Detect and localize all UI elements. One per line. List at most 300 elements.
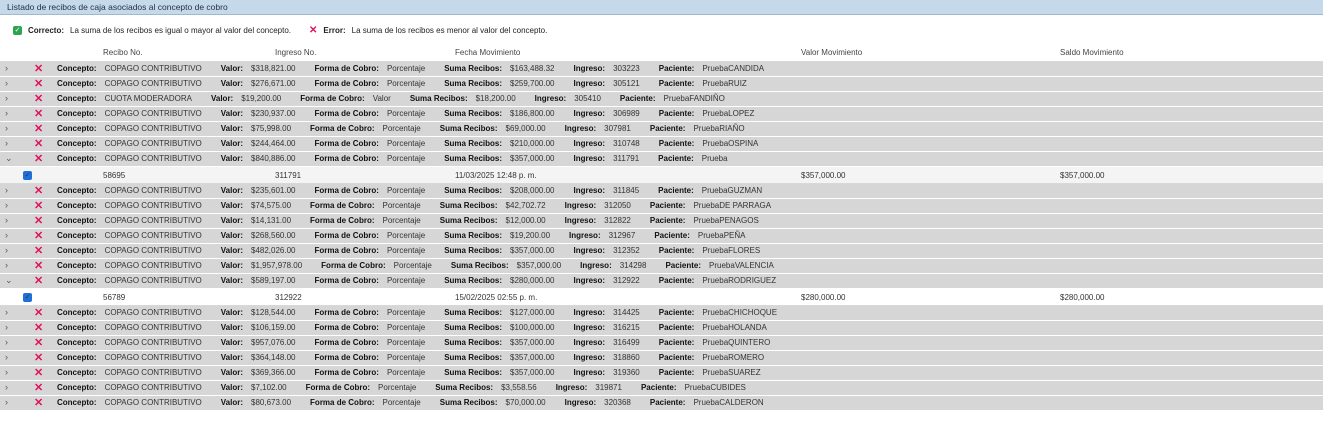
suma-recibos-value: $70,000.00 bbox=[505, 398, 546, 407]
valor-value: $482,026.00 bbox=[251, 246, 296, 255]
valor-value: $19,200.00 bbox=[241, 94, 282, 103]
row-content bbox=[57, 201, 790, 210]
concepto-label: Concepto: bbox=[57, 338, 97, 347]
recibo-no: 58695 bbox=[103, 171, 126, 180]
ingreso-value: 305121 bbox=[613, 79, 640, 88]
suma-recibos-label: Suma Recibos: bbox=[444, 246, 502, 255]
legend-err-label: Error: bbox=[323, 25, 346, 35]
forma-cobro-label: Forma de Cobro: bbox=[314, 246, 379, 255]
valor-value: $840,886.00 bbox=[251, 154, 296, 163]
concepto-value: COPAGO CONTRIBUTIVO bbox=[104, 79, 202, 88]
paciente-label: Paciente: bbox=[658, 79, 695, 88]
paciente-label: Paciente: bbox=[649, 398, 686, 407]
suma-recibos-label: Suma Recibos: bbox=[450, 261, 509, 270]
valor-label: Valor: bbox=[220, 261, 243, 270]
chevron-down-icon[interactable]: ⌄ bbox=[5, 275, 13, 285]
paciente-label: Paciente: bbox=[640, 383, 677, 392]
chevron-right-icon[interactable]: › bbox=[5, 260, 8, 270]
concepto-value: COPAGO CONTRIBUTIVO bbox=[104, 109, 202, 118]
suma-recibos-label: Suma Recibos: bbox=[444, 308, 502, 317]
forma-cobro-label: Forma de Cobro: bbox=[310, 398, 375, 407]
error-icon: ✕ bbox=[34, 245, 44, 257]
table-row[interactable] bbox=[0, 351, 1323, 366]
table-row[interactable] bbox=[0, 92, 1323, 107]
paciente-value: PruebaFANDIÑO bbox=[663, 94, 725, 103]
chevron-right-icon[interactable]: › bbox=[5, 215, 8, 225]
valor-label: Valor: bbox=[220, 276, 243, 285]
paciente-value: PruebaQUINTERO bbox=[702, 338, 771, 347]
table-row[interactable] bbox=[0, 122, 1323, 137]
ingreso-value: 312967 bbox=[608, 231, 636, 240]
error-icon: ✕ bbox=[34, 322, 44, 334]
forma-cobro-label: Forma de Cobro: bbox=[314, 231, 379, 240]
valor-label: Valor: bbox=[220, 216, 243, 225]
suma-recibos-label: Suma Recibos: bbox=[444, 64, 502, 73]
ingreso-value: 305410 bbox=[574, 94, 601, 103]
paciente-value: PruebaCALDERON bbox=[693, 398, 764, 407]
table-row[interactable] bbox=[0, 321, 1323, 336]
table-row[interactable] bbox=[0, 152, 1323, 167]
valor-label: Valor: bbox=[220, 201, 243, 210]
legend bbox=[0, 15, 1323, 45]
valor-value: $74,575.00 bbox=[251, 201, 292, 210]
error-icon: ✕ bbox=[34, 138, 44, 150]
check-icon: ✓ bbox=[14, 26, 21, 34]
valor-value: $106,159.00 bbox=[251, 323, 296, 332]
valor-value: $318,821.00 bbox=[251, 64, 296, 73]
error-icon: ✕ bbox=[34, 275, 44, 287]
ingreso-value: 312822 bbox=[604, 216, 631, 225]
chevron-right-icon[interactable]: › bbox=[5, 337, 8, 347]
paciente-value: PruebaPEÑA bbox=[697, 231, 746, 240]
ingreso-label: Ingreso: bbox=[573, 308, 606, 317]
suma-recibos-value: $259,700.00 bbox=[510, 79, 555, 88]
paciente-label: Paciente: bbox=[658, 109, 695, 118]
fecha-movimiento: 15/02/2025 02:55 p. m. bbox=[455, 293, 538, 302]
suma-recibos-label: Suma Recibos: bbox=[444, 353, 502, 362]
paciente-value: PruebaRUIZ bbox=[702, 79, 747, 88]
concepto-label: Concepto: bbox=[57, 186, 97, 195]
forma-cobro-value: Porcentaje bbox=[386, 368, 426, 377]
legend-err-text: La suma de los recibos es menor al valor del concepto. bbox=[351, 25, 548, 35]
forma-cobro-value: Porcentaje bbox=[386, 353, 426, 362]
paciente-value: PruebaPENAGOS bbox=[693, 216, 759, 225]
chevron-down-icon[interactable]: ⌄ bbox=[5, 153, 13, 163]
error-icon: ✕ bbox=[34, 337, 44, 349]
valor-value: $244,464.00 bbox=[251, 139, 296, 148]
suma-recibos-label: Suma Recibos: bbox=[444, 79, 502, 88]
ingreso-value: 306989 bbox=[613, 109, 640, 118]
forma-cobro-value: Porcentaje bbox=[386, 231, 426, 240]
chevron-right-icon[interactable]: › bbox=[5, 382, 8, 392]
valor-value: $268,560.00 bbox=[251, 231, 296, 240]
valor-label: Valor: bbox=[220, 246, 243, 255]
error-icon: ✕ bbox=[34, 78, 44, 90]
paciente-label: Paciente: bbox=[658, 276, 695, 285]
concepto-label: Concepto: bbox=[57, 261, 97, 270]
valor-label: Valor: bbox=[220, 231, 243, 240]
forma-cobro-value: Porcentaje bbox=[386, 109, 426, 118]
concepto-label: Concepto: bbox=[57, 276, 97, 285]
suma-recibos-value: $357,000.00 bbox=[510, 338, 555, 347]
error-icon: ✕ bbox=[34, 93, 44, 105]
ingreso-value: 316215 bbox=[613, 323, 640, 332]
concepto-label: Concepto: bbox=[57, 139, 97, 148]
chevron-right-icon[interactable]: › bbox=[5, 397, 8, 407]
chevron-right-icon[interactable]: › bbox=[5, 138, 8, 148]
valor-value: $75,998.00 bbox=[251, 124, 292, 133]
concepto-value: COPAGO CONTRIBUTIVO bbox=[104, 216, 202, 225]
concepto-value: CUOTA MODERADORA bbox=[104, 94, 192, 103]
concepto-label: Concepto: bbox=[57, 323, 97, 332]
forma-cobro-label: Forma de Cobro: bbox=[321, 261, 386, 270]
ingreso-value: 314298 bbox=[619, 261, 647, 270]
ingreso-value: 312050 bbox=[604, 201, 631, 210]
ingreso-label: Ingreso: bbox=[573, 154, 606, 163]
paciente-value: PruebaCUBIDES bbox=[684, 383, 746, 392]
checkbox-checked-icon[interactable]: ✓ bbox=[24, 294, 31, 301]
recibo-no: 56789 bbox=[103, 293, 126, 302]
suma-recibos-label: Suma Recibos: bbox=[444, 231, 502, 240]
ingreso-label: Ingreso: bbox=[573, 368, 606, 377]
concepto-value: COPAGO CONTRIBUTIVO bbox=[104, 154, 202, 163]
concepto-value: COPAGO CONTRIBUTIVO bbox=[104, 398, 202, 407]
valor-label: Valor: bbox=[220, 338, 243, 347]
fecha-movimiento: 11/03/2025 12:48 p. m. bbox=[455, 171, 537, 180]
suma-recibos-value: $127,000.00 bbox=[510, 308, 555, 317]
concepto-label: Concepto: bbox=[57, 398, 97, 407]
row-content bbox=[57, 368, 780, 377]
forma-cobro-label: Forma de Cobro: bbox=[314, 338, 379, 347]
row-content bbox=[57, 109, 773, 118]
forma-cobro-label: Forma de Cobro: bbox=[310, 201, 375, 210]
ingreso-label: Ingreso: bbox=[564, 398, 597, 407]
forma-cobro-label: Forma de Cobro: bbox=[314, 276, 379, 285]
row-content bbox=[57, 124, 764, 133]
ingreso-label: Ingreso: bbox=[573, 139, 606, 148]
paciente-value: PruebaOSPINA bbox=[702, 139, 759, 148]
paciente-label: Paciente: bbox=[665, 261, 702, 270]
ingreso-value: 312922 bbox=[613, 276, 640, 285]
saldo-movimiento: $280,000.00 bbox=[1060, 293, 1105, 302]
checkbox-checked-icon[interactable]: ✓ bbox=[24, 172, 31, 179]
concepto-value: COPAGO CONTRIBUTIVO bbox=[104, 201, 202, 210]
valor-label: Valor: bbox=[220, 79, 243, 88]
concepto-label: Concepto: bbox=[57, 383, 97, 392]
chevron-right-icon[interactable]: › bbox=[5, 352, 8, 362]
suma-recibos-value: $357,000.00 bbox=[516, 261, 562, 270]
chevron-right-icon[interactable]: › bbox=[5, 230, 8, 240]
valor-label: Valor: bbox=[220, 323, 243, 332]
table-row[interactable] bbox=[0, 137, 1323, 152]
chevron-right-icon[interactable]: › bbox=[5, 63, 8, 73]
suma-recibos-label: Suma Recibos: bbox=[444, 368, 502, 377]
table-row[interactable] bbox=[0, 199, 1323, 214]
ingreso-value: 320368 bbox=[604, 398, 631, 407]
error-icon: ✕ bbox=[34, 352, 44, 364]
concepto-value: COPAGO CONTRIBUTIVO bbox=[104, 353, 202, 362]
suma-recibos-value: $100,000.00 bbox=[510, 323, 555, 332]
row-content bbox=[57, 353, 783, 362]
ingreso-value: 310748 bbox=[613, 139, 640, 148]
suma-recibos-value: $210,000.00 bbox=[510, 139, 555, 148]
suma-recibos-value: $208,000.00 bbox=[510, 186, 555, 195]
valor-label: Valor: bbox=[220, 368, 243, 377]
forma-cobro-value: Valor bbox=[372, 94, 391, 103]
forma-cobro-label: Forma de Cobro: bbox=[314, 308, 379, 317]
row-content bbox=[57, 79, 766, 88]
suma-recibos-value: $357,000.00 bbox=[510, 154, 555, 163]
ingreso-value: 312352 bbox=[613, 246, 640, 255]
chevron-right-icon[interactable]: › bbox=[5, 108, 8, 118]
table-row[interactable] bbox=[0, 244, 1323, 259]
suma-recibos-value: $186,800.00 bbox=[510, 109, 555, 118]
legend-ok-label: Correcto: bbox=[28, 25, 65, 35]
suma-recibos-value: $12,000.00 bbox=[505, 216, 546, 225]
legend-ok-text: La suma de los recibos es igual o mayor al valor del concepto. bbox=[70, 25, 292, 35]
paciente-label: Paciente: bbox=[649, 201, 686, 210]
suma-recibos-value: $357,000.00 bbox=[510, 368, 555, 377]
row-content bbox=[57, 139, 777, 148]
row-content bbox=[57, 398, 783, 407]
error-icon: ✕ bbox=[34, 200, 44, 212]
paciente-value: PruebaSUAREZ bbox=[702, 368, 761, 377]
paciente-value: PruebaROMERO bbox=[702, 353, 765, 362]
chevron-right-icon[interactable]: › bbox=[5, 123, 8, 133]
forma-cobro-value: Porcentaje bbox=[393, 261, 432, 270]
forma-cobro-label: Forma de Cobro: bbox=[314, 323, 379, 332]
concepto-label: Concepto: bbox=[57, 79, 97, 88]
forma-cobro-value: Porcentaje bbox=[386, 323, 426, 332]
suma-recibos-label: Suma Recibos: bbox=[444, 338, 502, 347]
chevron-right-icon[interactable]: › bbox=[5, 307, 8, 317]
suma-recibos-label: Suma Recibos: bbox=[444, 139, 502, 148]
error-icon: ✕ bbox=[34, 215, 44, 227]
chevron-right-icon[interactable]: › bbox=[5, 93, 8, 103]
ingreso-label: Ingreso: bbox=[573, 64, 606, 73]
suma-recibos-label: Suma Recibos: bbox=[444, 154, 502, 163]
error-icon: ✕ bbox=[34, 153, 44, 165]
paciente-value: PruebaDE PARRAGA bbox=[693, 201, 772, 210]
row-content bbox=[57, 64, 783, 73]
concepto-label: Concepto: bbox=[57, 94, 97, 103]
ingreso-value: 319360 bbox=[613, 368, 640, 377]
error-icon: ✕ bbox=[34, 123, 44, 135]
col-saldo[interactable]: Saldo Movimiento bbox=[1060, 48, 1124, 57]
row-content bbox=[57, 308, 796, 317]
valor-label: Valor: bbox=[220, 124, 243, 133]
ingreso-value: 311791 bbox=[613, 154, 640, 163]
suma-recibos-label: Suma Recibos: bbox=[409, 94, 468, 103]
suma-recibos-label: Suma Recibos: bbox=[439, 216, 498, 225]
receipt-row[interactable] bbox=[0, 289, 1323, 306]
valor-value: $369,366.00 bbox=[251, 368, 296, 377]
table-row[interactable] bbox=[0, 259, 1323, 274]
suma-recibos-value: $19,200.00 bbox=[510, 231, 551, 240]
concepto-value: COPAGO CONTRIBUTIVO bbox=[104, 276, 202, 285]
chevron-right-icon[interactable]: › bbox=[5, 78, 8, 88]
forma-cobro-value: Porcentaje bbox=[386, 338, 426, 347]
concepto-value: COPAGO CONTRIBUTIVO bbox=[104, 261, 202, 270]
concepto-label: Concepto: bbox=[57, 154, 97, 163]
table-row[interactable] bbox=[0, 306, 1323, 321]
forma-cobro-value: Porcentaje bbox=[386, 186, 426, 195]
forma-cobro-label: Forma de Cobro: bbox=[314, 109, 379, 118]
error-icon: ✕ bbox=[309, 24, 318, 36]
concepto-value: COPAGO CONTRIBUTIVO bbox=[104, 124, 202, 133]
concepto-label: Concepto: bbox=[57, 201, 97, 210]
table-row[interactable] bbox=[0, 396, 1323, 411]
valor-movimiento: $280,000.00 bbox=[801, 293, 846, 302]
valor-value: $14,131.00 bbox=[251, 216, 292, 225]
valor-movimiento: $357,000.00 bbox=[801, 171, 846, 180]
concepto-label: Concepto: bbox=[57, 124, 97, 133]
table-row[interactable] bbox=[0, 77, 1323, 92]
concepto-value: COPAGO CONTRIBUTIVO bbox=[104, 368, 202, 377]
concepto-value: COPAGO CONTRIBUTIVO bbox=[104, 64, 202, 73]
concepto-value: COPAGO CONTRIBUTIVO bbox=[104, 323, 202, 332]
suma-recibos-label: Suma Recibos: bbox=[444, 276, 502, 285]
error-icon: ✕ bbox=[34, 397, 44, 409]
valor-label: Valor: bbox=[210, 94, 234, 103]
col-fecha[interactable]: Fecha Movimiento bbox=[455, 48, 521, 57]
forma-cobro-label: Forma de Cobro: bbox=[314, 368, 379, 377]
concepto-value: COPAGO CONTRIBUTIVO bbox=[104, 231, 202, 240]
table-row[interactable] bbox=[0, 366, 1323, 381]
ingreso-no: 311791 bbox=[275, 171, 302, 180]
paciente-label: Paciente: bbox=[654, 231, 690, 240]
valor-value: $80,673.00 bbox=[251, 398, 292, 407]
forma-cobro-value: Porcentaje bbox=[386, 64, 426, 73]
table-row[interactable] bbox=[0, 229, 1323, 244]
concepto-label: Concepto: bbox=[57, 368, 97, 377]
chevron-right-icon[interactable]: › bbox=[5, 322, 8, 332]
paciente-label: Paciente: bbox=[658, 308, 695, 317]
row-content bbox=[57, 216, 778, 225]
paciente-label: Paciente: bbox=[658, 323, 695, 332]
col-ingreso[interactable]: Ingreso No. bbox=[275, 48, 317, 57]
row-content bbox=[57, 338, 789, 347]
ingreso-value: 314425 bbox=[613, 308, 640, 317]
valor-value: $235,601.00 bbox=[251, 186, 296, 195]
valor-label: Valor: bbox=[220, 383, 243, 392]
paciente-label: Paciente: bbox=[658, 353, 695, 362]
suma-recibos-label: Suma Recibos: bbox=[435, 383, 494, 392]
paciente-value: PruebaCANDIDA bbox=[702, 64, 765, 73]
paciente-label: Paciente: bbox=[658, 338, 695, 347]
table-row[interactable] bbox=[0, 214, 1323, 229]
valor-value: $128,544.00 bbox=[251, 308, 296, 317]
concepto-label: Concepto: bbox=[57, 246, 97, 255]
ingreso-value: 311845 bbox=[613, 186, 640, 195]
table-row[interactable] bbox=[0, 62, 1323, 77]
concepto-label: Concepto: bbox=[57, 216, 97, 225]
suma-recibos-value: $280,000.00 bbox=[510, 276, 555, 285]
suma-recibos-label: Suma Recibos: bbox=[439, 124, 498, 133]
row-content bbox=[57, 383, 765, 392]
forma-cobro-label: Forma de Cobro: bbox=[300, 94, 365, 103]
row-content bbox=[57, 276, 795, 285]
suma-recibos-value: $357,000.00 bbox=[510, 246, 555, 255]
error-icon: ✕ bbox=[34, 185, 44, 197]
paciente-value: PruebaLOPEZ bbox=[702, 109, 755, 118]
valor-label: Valor: bbox=[220, 64, 243, 73]
chevron-right-icon[interactable]: › bbox=[5, 185, 8, 195]
table-row[interactable] bbox=[0, 107, 1323, 122]
forma-cobro-label: Forma de Cobro: bbox=[305, 383, 371, 392]
col-valor[interactable]: Valor Movimiento bbox=[801, 48, 863, 57]
concepto-value: COPAGO CONTRIBUTIVO bbox=[104, 338, 202, 347]
ingreso-value: 318860 bbox=[613, 353, 640, 362]
paciente-label: Paciente: bbox=[658, 186, 694, 195]
concepto-label: Concepto: bbox=[57, 64, 97, 73]
forma-cobro-value: Porcentaje bbox=[382, 201, 421, 210]
table-row[interactable] bbox=[0, 184, 1323, 199]
col-recibo[interactable]: Recibo No. bbox=[103, 48, 143, 57]
suma-recibos-value: $42,702.72 bbox=[505, 201, 546, 210]
table-row[interactable] bbox=[0, 336, 1323, 351]
table-header bbox=[0, 45, 1323, 62]
chevron-right-icon[interactable]: › bbox=[5, 367, 8, 377]
table-body bbox=[0, 62, 1323, 411]
concepto-value: COPAGO CONTRIBUTIVO bbox=[104, 139, 202, 148]
valor-value: $589,197.00 bbox=[251, 276, 296, 285]
receipt-row[interactable] bbox=[0, 167, 1323, 184]
suma-recibos-label: Suma Recibos: bbox=[444, 186, 502, 195]
row-content bbox=[57, 323, 786, 332]
valor-label: Valor: bbox=[220, 186, 243, 195]
ingreso-value: 316499 bbox=[613, 338, 640, 347]
error-icon: ✕ bbox=[34, 260, 44, 272]
paciente-label: Paciente: bbox=[658, 64, 695, 73]
forma-cobro-label: Forma de Cobro: bbox=[310, 124, 375, 133]
chevron-right-icon[interactable]: › bbox=[5, 245, 8, 255]
valor-label: Valor: bbox=[220, 139, 243, 148]
forma-cobro-value: Porcentaje bbox=[386, 276, 426, 285]
paciente-label: Paciente: bbox=[649, 124, 686, 133]
forma-cobro-label: Forma de Cobro: bbox=[314, 154, 379, 163]
valor-value: $957,076.00 bbox=[251, 338, 296, 347]
ingreso-no: 312922 bbox=[275, 293, 302, 302]
row-content bbox=[57, 246, 779, 255]
forma-cobro-label: Forma de Cobro: bbox=[314, 79, 379, 88]
saldo-movimiento: $357,000.00 bbox=[1060, 171, 1105, 180]
forma-cobro-label: Forma de Cobro: bbox=[310, 216, 375, 225]
paciente-label: Paciente: bbox=[658, 154, 694, 163]
forma-cobro-value: Porcentaje bbox=[382, 398, 421, 407]
forma-cobro-value: Porcentaje bbox=[386, 308, 426, 317]
error-icon: ✕ bbox=[34, 367, 44, 379]
chevron-right-icon[interactable]: › bbox=[5, 200, 8, 210]
paciente-label: Paciente: bbox=[619, 94, 656, 103]
concepto-value: COPAGO CONTRIBUTIVO bbox=[104, 246, 202, 255]
forma-cobro-value: Porcentaje bbox=[382, 216, 421, 225]
row-content bbox=[57, 261, 793, 270]
concepto-label: Concepto: bbox=[57, 308, 97, 317]
paciente-label: Paciente: bbox=[658, 246, 695, 255]
concepto-value: COPAGO CONTRIBUTIVO bbox=[104, 308, 202, 317]
valor-value: $1,957,978.00 bbox=[251, 261, 303, 270]
panel-title: Listado de recibos de caja asociados al concepto de cobro bbox=[0, 0, 1323, 15]
paciente-value: PruebaHOLANDA bbox=[702, 323, 767, 332]
table-row[interactable] bbox=[0, 274, 1323, 289]
forma-cobro-value: Porcentaje bbox=[386, 246, 426, 255]
forma-cobro-value: Porcentaje bbox=[382, 124, 421, 133]
table-row[interactable] bbox=[0, 381, 1323, 396]
ingreso-label: Ingreso: bbox=[573, 79, 606, 88]
row-content bbox=[57, 231, 764, 240]
paciente-label: Paciente: bbox=[658, 139, 695, 148]
